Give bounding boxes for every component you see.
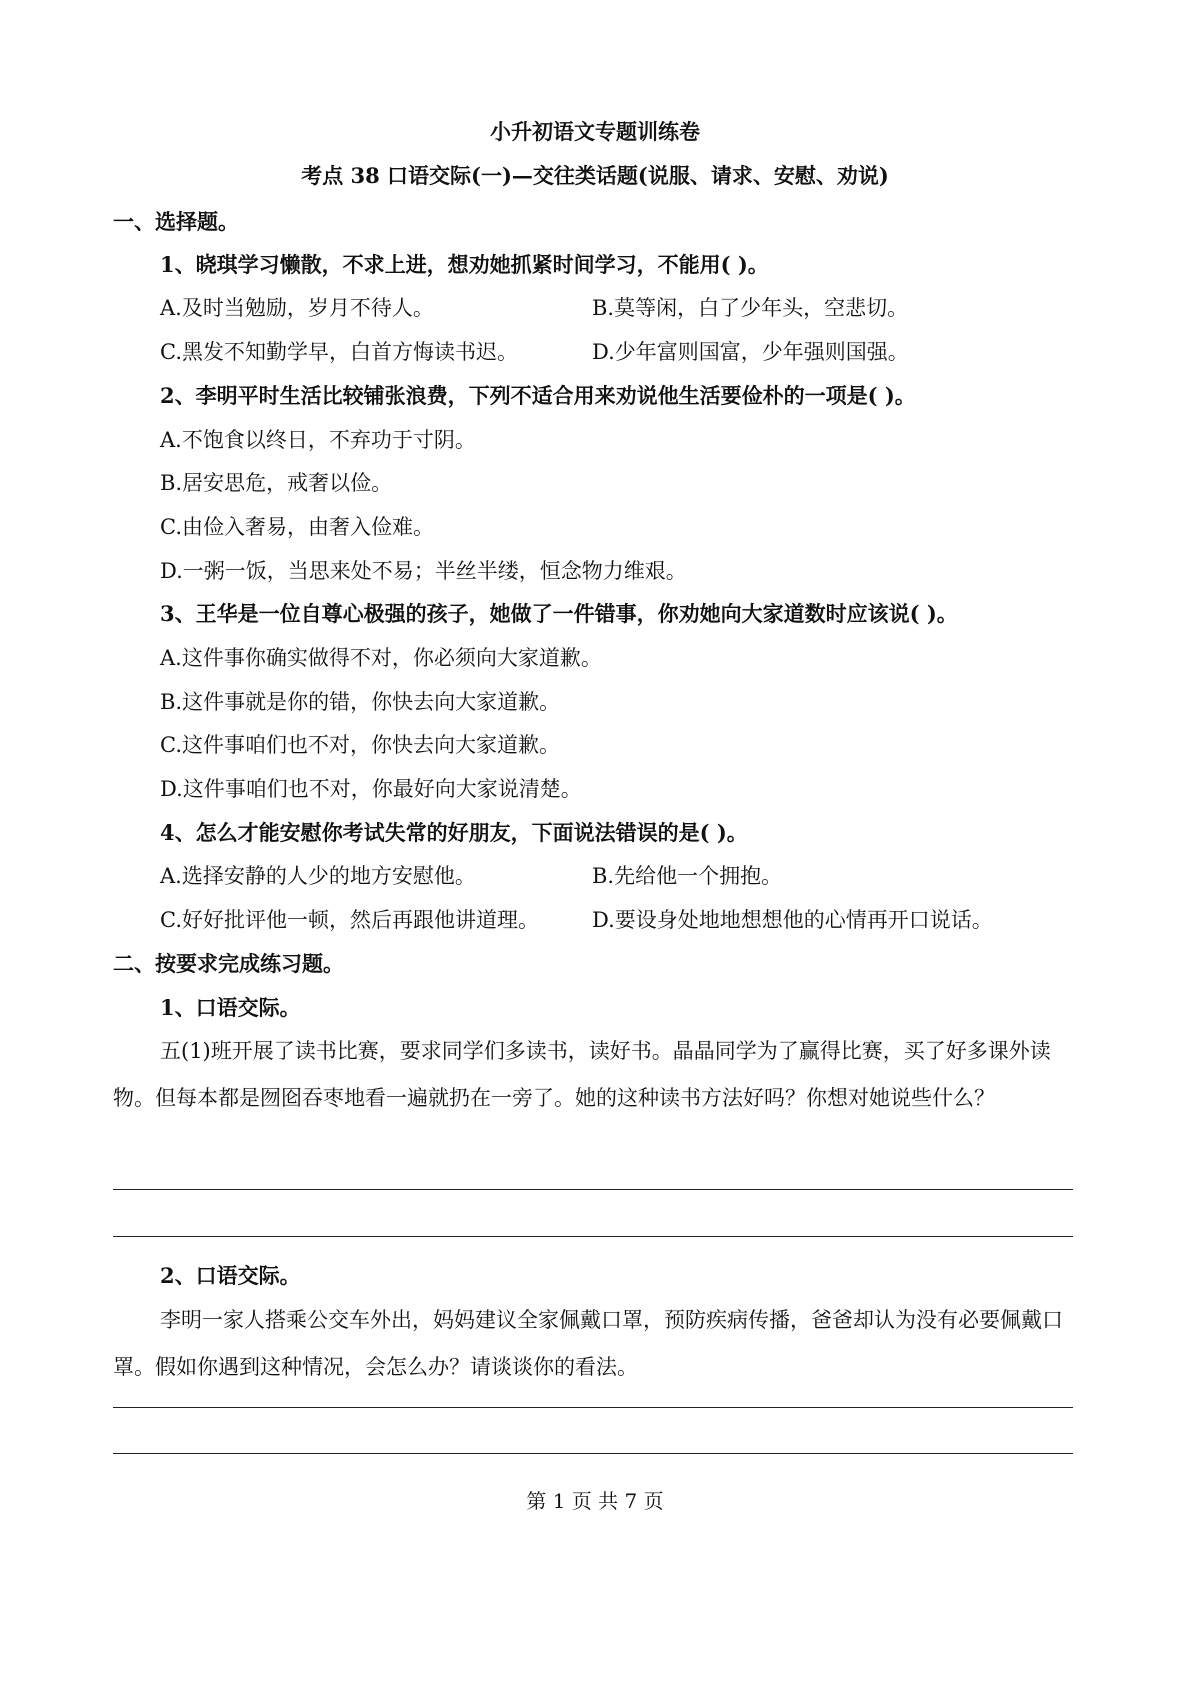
option-d: D.这件事咱们也不对，你最好向大家说清楚。 (160, 777, 582, 801)
item-label: 2、口语交际。 (160, 1263, 301, 1288)
question-stem: 2、李明平时生活比较铺张浪费，下列不适合用来劝说他生活要俭朴的一项是( )。 (160, 383, 916, 408)
page-number: 第 1 页 共 7 页 (526, 1489, 664, 1513)
question-stem: 1、晓琪学习懒散，不求上进，想劝她抓紧时间学习，不能用( )。 (160, 252, 769, 277)
answer-line[interactable] (113, 1236, 1073, 1237)
answer-line[interactable] (113, 1453, 1073, 1454)
option-b: B.居安思危，戒奢以俭。 (160, 471, 393, 495)
item-label: 1、口语交际。 (160, 995, 301, 1020)
option-c: C.好好批评他一顿，然后再跟他讲道理。 (160, 908, 539, 932)
option-c: C.黑发不知勤学早，白首方悔读书迟。 (160, 340, 518, 364)
option-c: C.这件事咱们也不对，你快去向大家道歉。 (160, 733, 560, 757)
option-d: D.少年富则国富，少年强则国强。 (592, 340, 909, 364)
section-heading-practice: 二、按要求完成练习题。 (113, 951, 344, 976)
option-b: B.这件事就是你的错，你快去向大家道歉。 (160, 690, 561, 714)
item-paragraph: 李明一家人搭乘公交车外出，妈妈建议全家佩戴口罩，预防疾病传播，爸爸却认为没有必要佩戴口罩。假如你遇到这种情况，会怎么办？请谈谈你的看法。 (113, 1308, 1063, 1379)
option-a: A.选择安静的人少的地方安慰他。 (160, 864, 476, 888)
option-d: D.一粥一饭，当思来处不易；半丝半缕，恒念物力维艰。 (160, 559, 687, 583)
option-a: A.及时当勉励，岁月不待人。 (160, 296, 434, 320)
option-b: B.先给他一个拥抱。 (592, 864, 783, 888)
option-a: A.不饱食以终日，不弃功于寸阴。 (160, 428, 476, 452)
answer-line[interactable] (113, 1407, 1073, 1408)
option-b: B.莫等闲，白了少年头，空悲切。 (592, 296, 909, 320)
section-heading-choice: 一、选择题。 (113, 209, 239, 234)
option-c: C.由俭入奢易，由奢入俭难。 (160, 515, 434, 539)
page-subtitle: 考点 38 口语交际(一)—交往类话题(说服、请求、安慰、劝说) (301, 163, 889, 188)
option-a: A.这件事你确实做得不对，你必须向大家道歉。 (160, 646, 602, 670)
item-paragraph: 五(1)班开展了读书比赛，要求同学们多读书，读好书。晶晶同学为了赢得比赛，买了好多课外读物。但每本都是囫囵吞枣地看一遍就扔在一旁了。她的这种读书方法好吗？你想对她说些什么？ (113, 1039, 1051, 1110)
question-stem: 3、王华是一位自尊心极强的孩子，她做了一件错事，你劝她向大家道数时应该说( )。 (160, 601, 958, 626)
page-title: 小升初语文专题训练卷 (490, 119, 700, 144)
question-stem: 4、怎么才能安慰你考试失常的好朋友，下面说法错误的是( )。 (160, 820, 748, 845)
answer-line[interactable] (113, 1189, 1073, 1190)
option-d: D.要设身处地地想想他的心情再开口说话。 (592, 908, 993, 932)
